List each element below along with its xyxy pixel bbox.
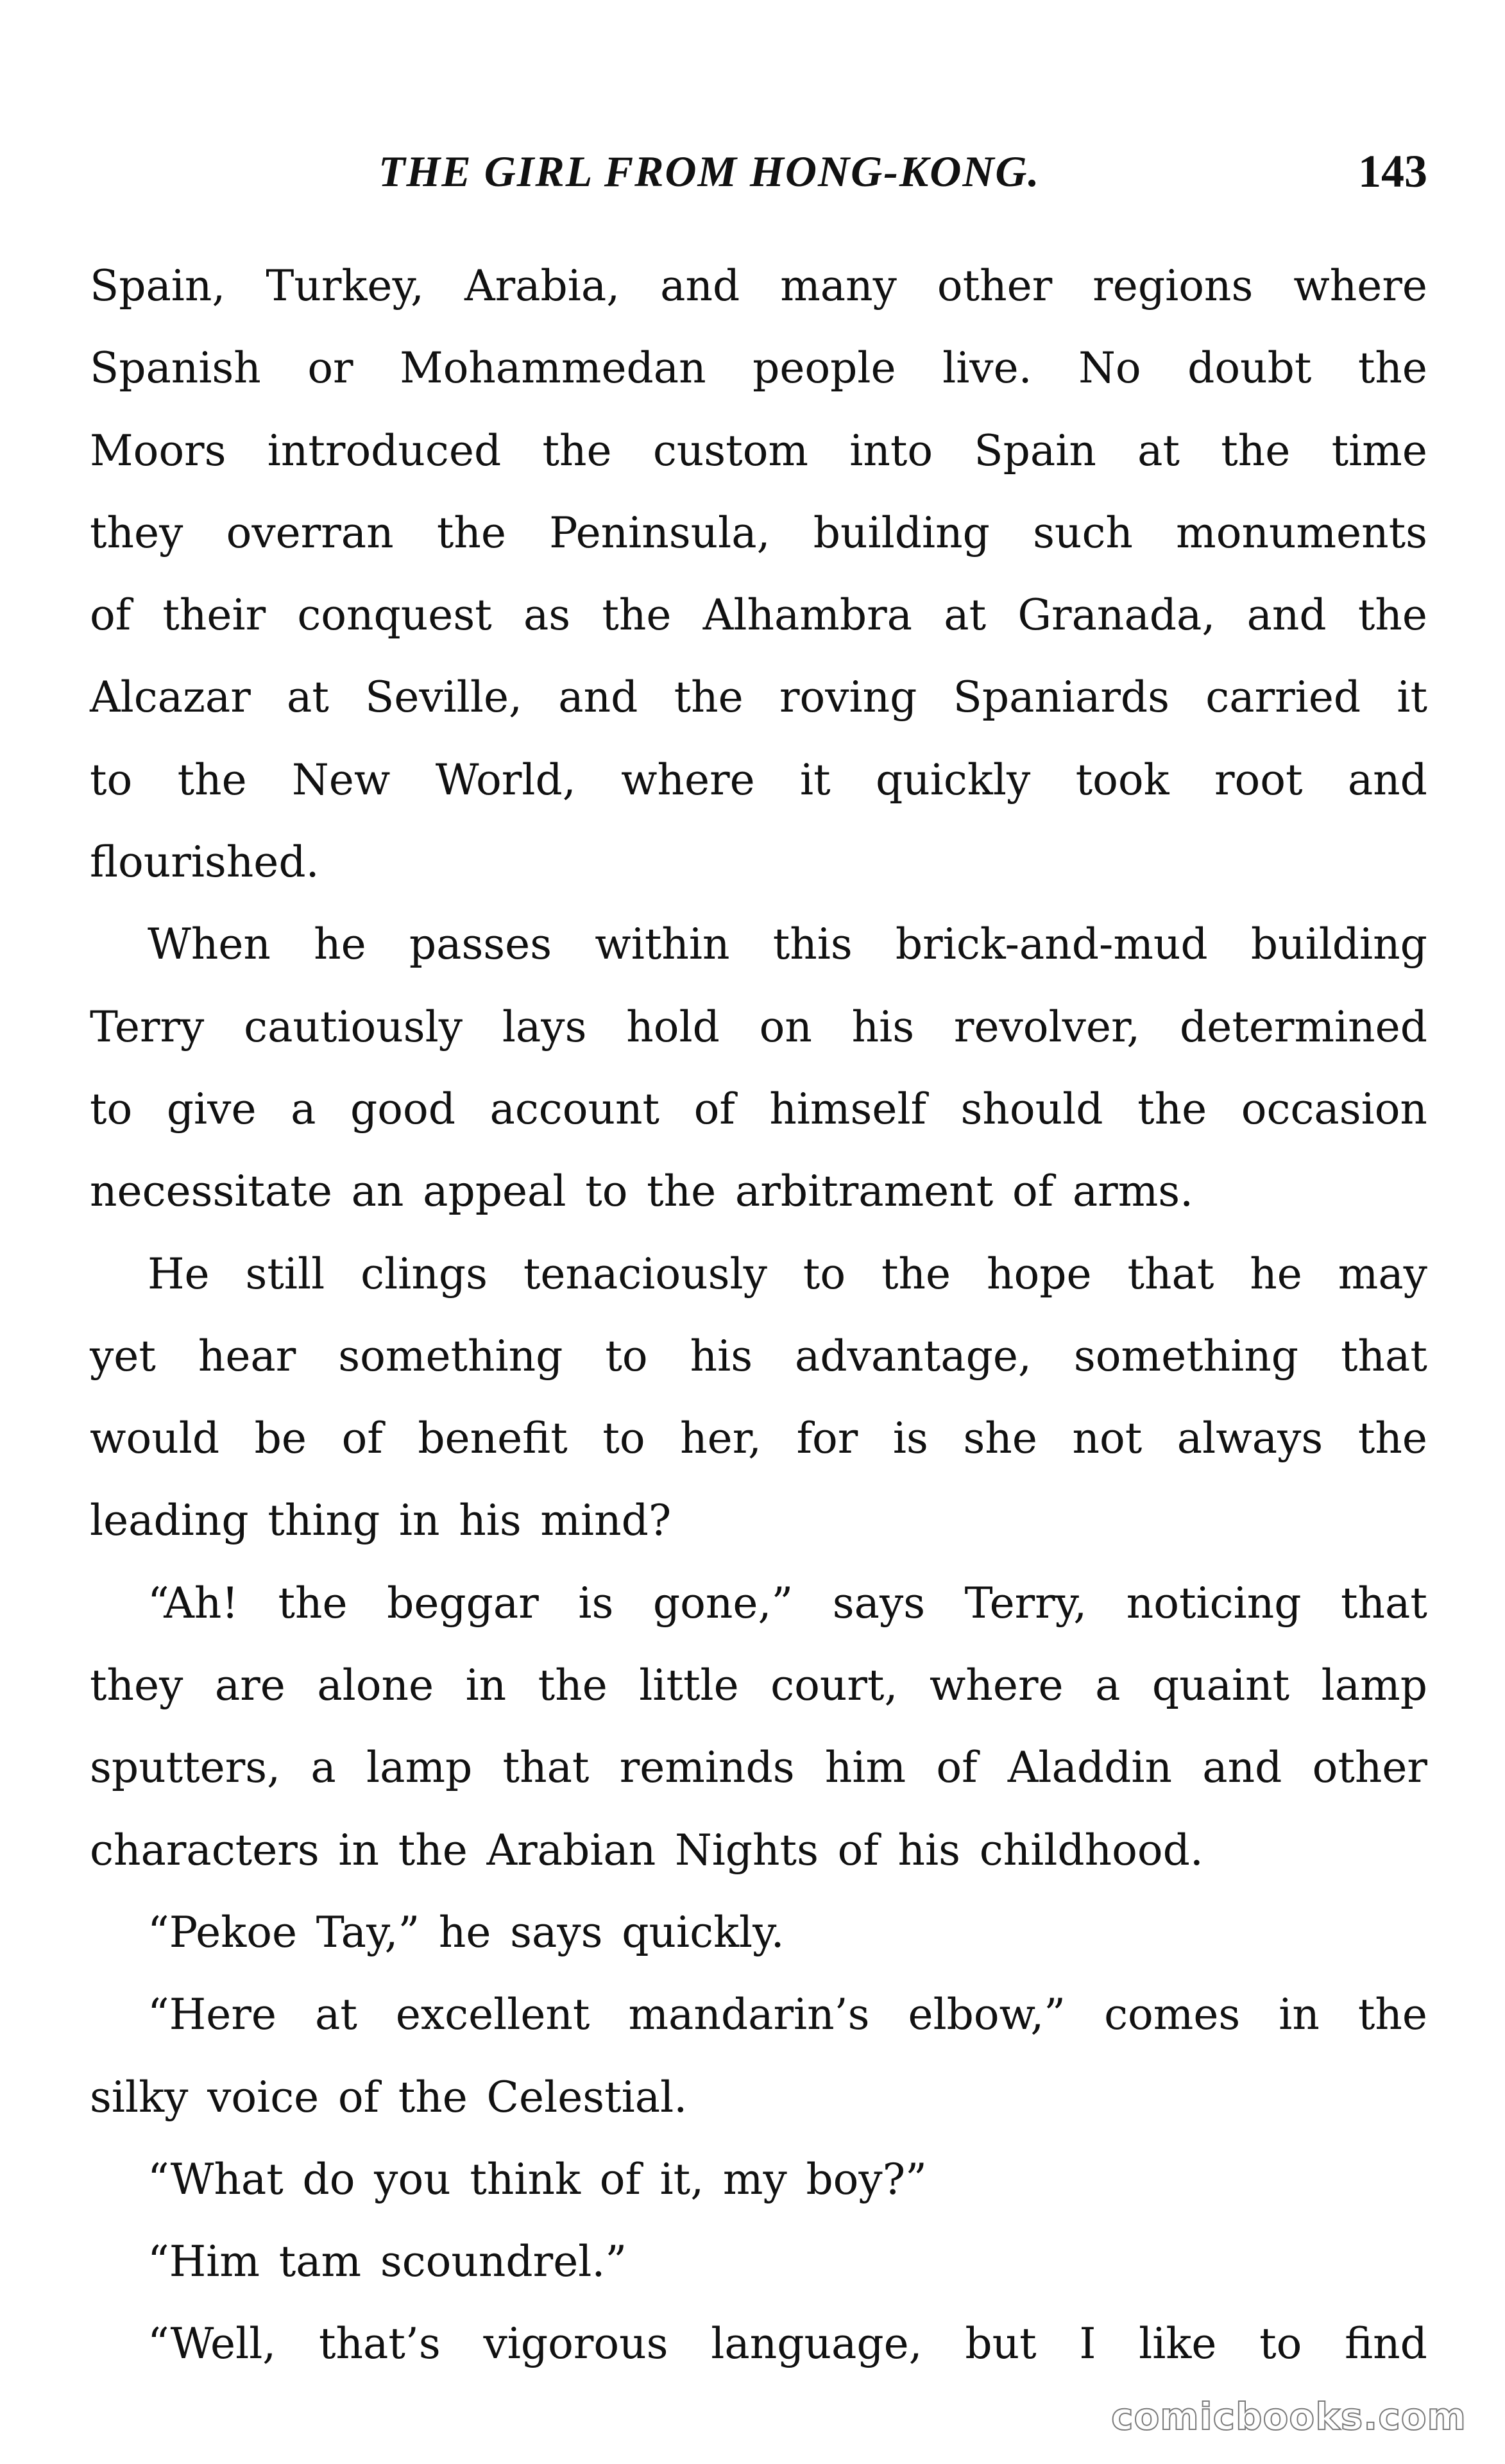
text-line: “Here at excellent mandarin’s elbow,” comes in the xyxy=(148,1990,1427,2040)
text-line: to give a good account of himself should the occasion xyxy=(90,1084,1427,1134)
text-line: of their conquest as the Alhambra at Granada, and the xyxy=(90,590,1427,640)
text-line: flourished. xyxy=(90,837,319,887)
text-line: yet hear something to his advantage, something that xyxy=(90,1331,1427,1381)
text-line: “Him tam scoundrel.” xyxy=(148,2237,627,2287)
text-line: they are alone in the little court, where a quaint lamp xyxy=(90,1661,1427,1711)
text-line: He still clings tenaciously to the hope that he may xyxy=(148,1249,1427,1299)
text-line: “What do you think of it, my boy?” xyxy=(148,2154,927,2204)
text-line: silky voice of the Celestial. xyxy=(90,2072,688,2122)
body-text xyxy=(90,245,1427,2386)
text-line: they overran the Peninsula, building such monuments xyxy=(90,508,1427,558)
text-line: characters in the Arabian Nights of his childhood. xyxy=(90,1825,1203,1875)
text-line: Terry cautiously lays hold on his revolver, determined xyxy=(90,1002,1427,1052)
watermark: comicbooks.com xyxy=(1111,2395,1467,2438)
page-number: 143 xyxy=(1358,146,1427,197)
text-line: When he passes within this brick-and-mud building xyxy=(148,920,1427,970)
text-line: leading thing in his mind? xyxy=(90,1496,672,1546)
text-line: “Pekoe Tay,” he says quickly. xyxy=(148,1907,785,1957)
text-line: Spanish or Mohammedan people live. No doubt the xyxy=(90,343,1427,393)
text-line: sputters, a lamp that reminds him of Aladdin and other xyxy=(90,1743,1427,1793)
text-line: would be of benefit to her, for is she not always the xyxy=(90,1414,1427,1464)
running-head xyxy=(90,142,1427,200)
text-line: Alcazar at Seville, and the roving Spaniards carried it xyxy=(90,672,1427,723)
text-line: “Ah! the beggar is gone,” says Terry, noticing that xyxy=(148,1578,1427,1628)
text-line: “Well, that’s vigorous language, but I like to find xyxy=(148,2319,1427,2369)
running-title: THE GIRL FROM HONG-KONG. xyxy=(378,147,1041,196)
text-line: necessitate an appeal to the arbitrament of arms. xyxy=(90,1167,1194,1217)
text-line: Spain, Turkey, Arabia, and many other regions where xyxy=(90,261,1427,311)
text-line: to the New World, where it quickly took root and xyxy=(90,755,1427,805)
text-line: Moors introduced the custom into Spain at the time xyxy=(90,425,1427,475)
